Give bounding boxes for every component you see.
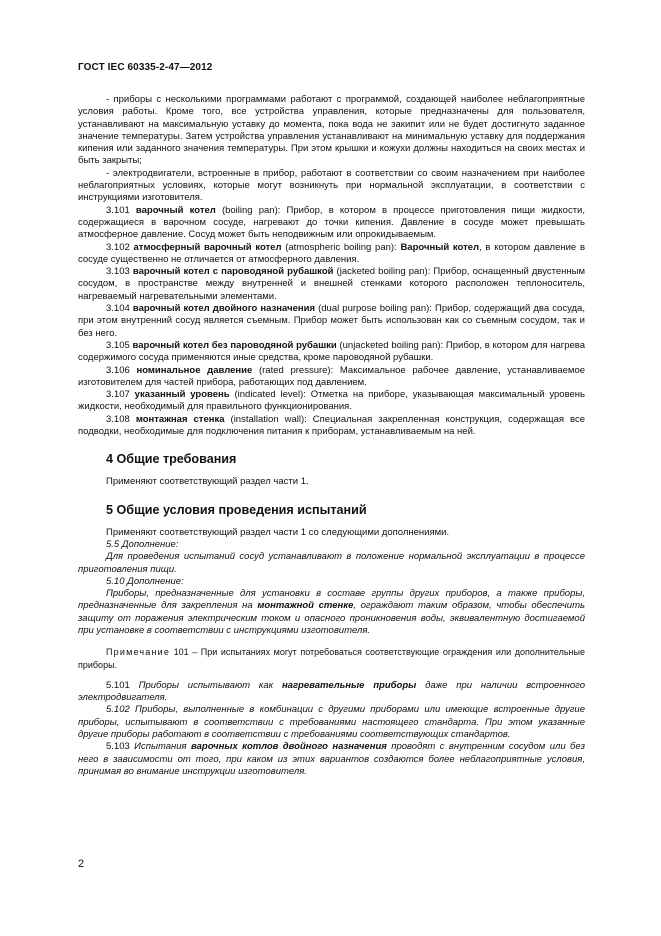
term: нагревательные приборы: [281, 679, 417, 691]
clause-5-102: 5.102 Приборы, выполненные в комбинации с другими приборами или имеющие встроенные другие приборы, испытывают в соответствии с требованиями настоящего стандарта. При этом указанные другие приборы работают в соответствии с требованиями соответствующих стандартов.: [78, 704, 585, 741]
term: варочный котел без пароводяной рубашки: [132, 339, 337, 351]
document-body: [78, 94, 585, 778]
section-4-text: Применяют соответствующий раздел части 1.: [106, 476, 309, 488]
term: варочных котлов двойного назначения: [191, 741, 387, 753]
clause-5-10-text: Приборы, предназначенные для установки в составе группы других приборов, а также приборы, предназначенные для закрепления на монтажной стенке, ограждают таким образом, чтобы обеспечить защиту от поражения электрическим током и опасного проникновения воды, эквивалентную достигаемой при установке в соответствии с инструкциями изготовителя.: [78, 588, 585, 636]
definition-3-102: 3.102 атмосферный варочный котел (atmospheric boiling pan): Варочный котел, в котором давление в сосуде существенно не отличается от атмосферного давления.: [78, 241, 585, 265]
term: атмосферный варочный котел: [133, 241, 282, 253]
paragraph-motors: - электродвигатели, встроенные в прибор, работают в соответствии со своим назначением при наиболее неблагоприятных условиях, которые могут возникнуть при нормальной эксплуатации, в соответствии с инструкциями изготовителя.: [78, 167, 585, 204]
term: указанный уровень: [134, 389, 230, 401]
page-number: 2: [78, 858, 85, 870]
term: монтажная стенка: [135, 413, 225, 425]
definition-3-103: 3.103 варочный котел с пароводяной рубашкой (jacketed boiling pan): Прибор, оснащенный двустенным сосудом, в пространстве между внутренней и внешней стенками которого расположен теплоноситель, нагреваемый нагревательными элементами.: [78, 266, 585, 302]
clause-5-5-text: Для проведения испытаний сосуд устанавливают в положение нормальной эксплуатации в процессе приготовления пищи.: [78, 551, 585, 575]
section-4-heading: 4 Общие требования: [106, 452, 237, 467]
definition-3-105: 3.105 варочный котел без пароводяной рубашки (unjacketed boiling pan): Прибор, в котором для нагрева содержимого сосуда применяются иные средства, кроме пароводяной рубашки.: [78, 339, 585, 364]
section-5-heading: 5 Общие условия проведения испытаний: [106, 502, 367, 517]
clause-5-10-label: 5.10 Дополнение:: [106, 575, 184, 587]
document-header: ГОСТ IEC 60335-2-47—2012: [78, 62, 213, 73]
term: варочный котел с пароводяной рубашкой: [132, 266, 334, 278]
section-5-intro: Применяют соответствующий раздел части 1 со следующими дополнениями.: [106, 526, 450, 538]
clause-5-103: 5.103 Испытания варочных котлов двойного назначения проводят с внутренним сосудом или без него в зависимости от того, при каком из этих вариантов создаются более неблагоприятные условия, принимая во внимание инструкции изготовителя.: [78, 741, 585, 777]
clause-5-5-label: 5.5 Дополнение:: [106, 538, 179, 550]
term: варочный котел двойного назначения: [132, 303, 315, 315]
definition-3-106: 3.106 номинальное давление (rated pressure): Максимальное рабочее давление, устанавливаемое изготовителем для частей прибора, работающих под давлением.: [78, 364, 586, 388]
note-101: Примечание 101 – При испытаниях могут потребоваться соответствующие ограждения или дополнительные приборы.: [78, 647, 585, 670]
definition-3-107: 3.107 указанный уровень (indicated level): Отметка на приборе, указывающая максимальный уровень жидкости, необходимый для правильного функционирования.: [78, 389, 585, 413]
paragraph-programs: - приборы с несколькими программами работают с программой, создающей наиболее неблагоприятные условия работы. Кроме того, все устройства управления, которые предназначены для пользователя, устанавливают на максимальную уставку до момента, пока вода не закипит или не будет достигнуто заданное значение температуры. Затем устройства управления устанавливают на минимальную уставку для поддержания кипения или заданного значения температуры. При этом крышки и кожухи должны находиться на своих местах и быть закрыты;: [78, 94, 585, 167]
definition-3-101: 3.101 варочный котел (boiling pan): Прибор, в котором в процессе приготовления пищи жидкости, содержащиеся в варочном сосуде, нагревают до точки кипения. Давление в сосуде может превышать атмосферное давление. Сосуд может быть неподвижным или опрокидываемым.: [78, 204, 586, 241]
definition-3-104: 3.104 варочный котел двойного назначения (dual purpose boiling pan): Прибор, содержащий два сосуда, при этом внутренний сосуд является съемным. Прибор может быть использован как со съемным сосудом, так и без него.: [78, 303, 585, 339]
term: варочный котел: [135, 204, 216, 216]
definition-3-108: 3.108 монтажная стенка (installation wall): Специальная закрепленная конструкция, содержащая все подводки, необходимые для подключения питания к приборам, устанавливаемым на ней.: [78, 413, 586, 438]
clause-5-101: 5.101 Приборы испытывают как нагревательные приборы даже при наличии встроенного электродвигателя.: [78, 679, 585, 704]
term: монтажной стенке: [257, 600, 354, 612]
term: номинальное давление: [136, 364, 253, 376]
term: Варочный котел: [400, 241, 480, 253]
